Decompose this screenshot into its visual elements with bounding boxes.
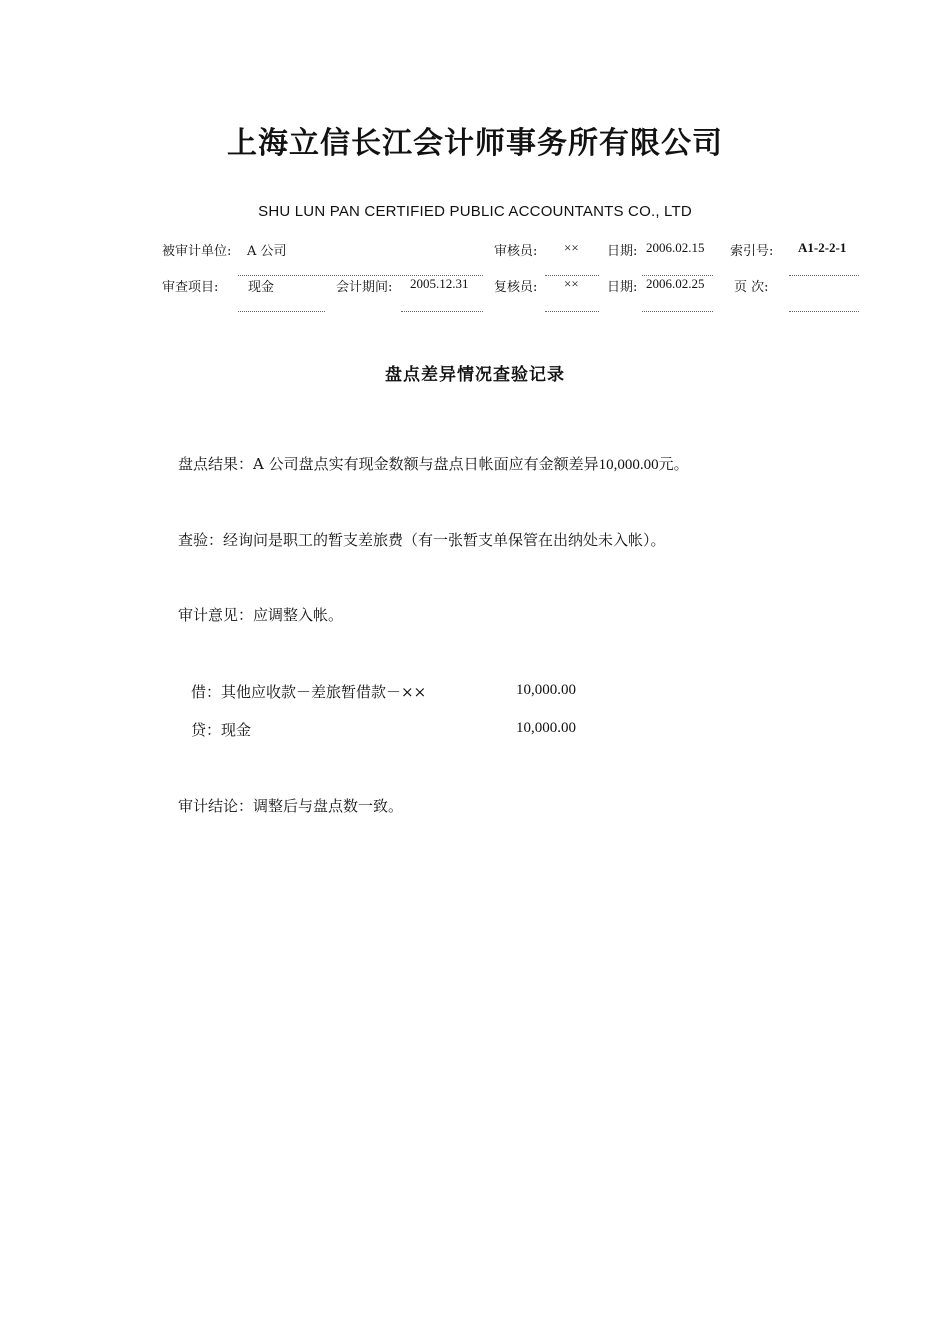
- item-label: 审查项目:: [162, 280, 219, 295]
- firm-name-cn: 上海立信长江会计师事务所有限公司: [227, 126, 723, 161]
- audited-unit-value: A 公司: [247, 244, 287, 259]
- date-label: 日期:: [607, 280, 638, 295]
- date-value: 2006.02.25: [646, 276, 705, 291]
- credit-entry-text: 贷：现金: [191, 721, 252, 739]
- date-label: 日期:: [607, 244, 638, 259]
- rechecker-underline: [545, 311, 599, 312]
- document-title: 盘点差异情况查验记录: [385, 365, 565, 385]
- count-result-unit: 元。: [658, 455, 689, 473]
- rechecker-label: 复核员:: [494, 280, 538, 295]
- page-label: 页 次:: [734, 280, 769, 295]
- debit-entry-amount: 10,000.00: [516, 682, 576, 698]
- firm-name-en: SHU LUN PAN CERTIFIED PUBLIC ACCOUNTANTS CO., LTD: [258, 203, 692, 220]
- item-underline: [238, 311, 325, 312]
- audit-opinion: 审计意见：应调整入帐。: [178, 606, 344, 624]
- reviewer-label: 审核员:: [494, 244, 538, 259]
- date-underline: [642, 311, 713, 312]
- period-value: 2005.12.31: [410, 276, 469, 291]
- credit-entry-amount: 10,000.00: [516, 720, 576, 736]
- count-result-amount: 10,000.00: [598, 457, 659, 473]
- count-result-text: 盘点结果：A 公司盘点实有现金数额与盘点日帐面应有金额差异: [178, 455, 599, 473]
- period-underline: [401, 311, 483, 312]
- audited-unit-label: 被审计单位:: [162, 244, 232, 259]
- index-value: A1-2-2-1: [798, 240, 847, 255]
- index-label: 索引号:: [730, 244, 774, 259]
- page-underline: [789, 311, 859, 312]
- audit-conclusion: 审计结论：调整后与盘点数一致。: [178, 797, 404, 815]
- date-value: 2006.02.15: [646, 240, 705, 255]
- item-value: 现金: [248, 280, 275, 295]
- check-text: 查验：经询问是职工的暂支差旅费（有一张暂支单保管在出纳处未入帐）。: [178, 531, 666, 549]
- period-label: 会计期间:: [336, 280, 393, 295]
- index-underline: [789, 275, 859, 276]
- count-result: [178, 453, 689, 474]
- debit-entry-text: 借：其他应收款－差旅暂借款－××: [191, 683, 427, 701]
- rechecker-value: ××: [564, 276, 579, 291]
- reviewer-value: ××: [564, 240, 579, 255]
